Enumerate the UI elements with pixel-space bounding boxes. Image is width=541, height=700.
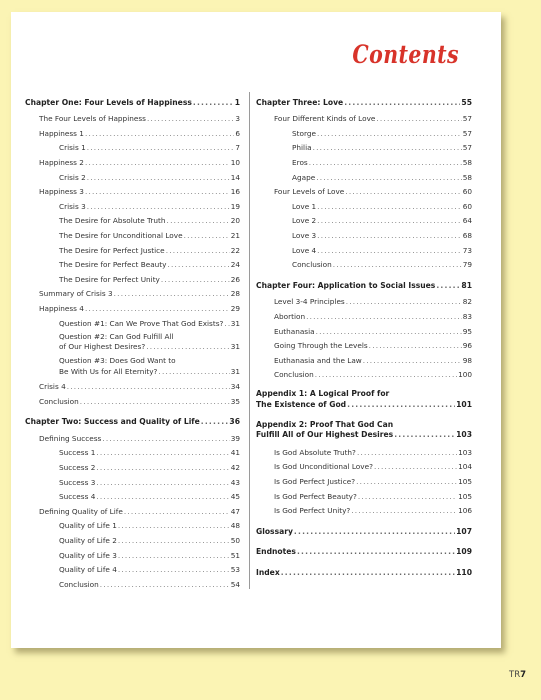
dot-leader	[102, 434, 229, 443]
toc-entry	[246, 306, 472, 321]
toc-entry-page: 48	[230, 521, 240, 531]
dot-leader	[306, 312, 462, 321]
toc-entry-label: Question #1: Can We Prove That God Exists?	[59, 318, 224, 328]
toc-entry	[246, 225, 472, 240]
toc-entry-label: Be With Us for All Eternity?	[59, 366, 158, 376]
toc-entry-label: Is God Perfect Beauty?	[274, 491, 357, 501]
toc-chapter-entry	[246, 562, 472, 577]
toc-entry-page: 1	[234, 97, 240, 107]
toc-entry	[246, 167, 472, 182]
toc-entry-page: 95	[462, 326, 472, 336]
toc-entry-label: Abortion	[274, 311, 306, 321]
toc-entry	[246, 350, 472, 365]
toc-entry-label: Endnotes	[256, 547, 296, 557]
toc-entry-label: Crisis 3	[59, 201, 86, 211]
toc-entry	[25, 152, 249, 167]
toc-entry-label: Quality of Life 2	[59, 536, 117, 546]
toc-entry-label: Chapter Four: Application to Social Issues	[256, 280, 436, 290]
toc-entry-page: 24	[230, 260, 240, 270]
dot-leader	[118, 536, 230, 545]
toc-entry-page: 60	[462, 201, 472, 211]
toc-entry-page: 20	[230, 216, 240, 226]
page-title: Contents	[352, 40, 459, 69]
toc-entry-page: 51	[230, 550, 240, 560]
toc-entry-label: Going Through the Levels	[274, 341, 368, 351]
toc-left-list	[25, 92, 250, 589]
toc-entry-page: 79	[462, 260, 472, 270]
toc-entry-page: 6	[235, 128, 240, 138]
toc-entry-page: 35	[230, 396, 240, 406]
toc-entry-page: 28	[230, 289, 240, 299]
toc-entry-page: 53	[230, 565, 240, 575]
toc-entry-label: Conclusion	[59, 579, 99, 589]
toc-entry-label: Euthanasia	[274, 326, 315, 336]
dot-leader	[96, 463, 229, 472]
toc-entry-line2	[59, 341, 240, 351]
toc-entry	[246, 416, 472, 441]
toc-entry	[25, 530, 249, 545]
dot-leader	[158, 367, 229, 376]
toc-entry-page: 3	[235, 114, 240, 124]
toc-entry-label: Happiness 2	[39, 157, 84, 167]
toc-entry-label: Is God Absolute Truth?	[274, 447, 356, 457]
toc-entry-page: 105	[458, 477, 472, 487]
dot-leader	[87, 173, 230, 182]
toc-entry	[246, 486, 472, 501]
toc-entry-label: The Four Levels of Happiness	[39, 114, 146, 124]
dot-leader	[147, 114, 234, 123]
toc-chapter-entry	[246, 521, 472, 536]
toc-entry-label: The Desire for Perfect Unity	[59, 274, 160, 284]
dot-leader	[346, 297, 462, 306]
toc-entry-label: Euthanasia and the Law	[274, 355, 362, 365]
toc-entry	[25, 328, 249, 353]
toc-entry-page: 21	[230, 230, 240, 240]
toc-entry-label: Glossary	[256, 526, 293, 536]
dot-leader	[118, 521, 230, 530]
toc-entry-page: 34	[230, 382, 240, 392]
toc-entry	[246, 292, 472, 307]
toc-entry-page: 73	[462, 245, 472, 255]
dot-leader	[351, 506, 457, 515]
toc-entry	[246, 365, 472, 380]
page-number	[509, 670, 526, 680]
toc-entry	[246, 152, 472, 167]
dot-leader	[100, 580, 230, 589]
dot-leader	[114, 289, 230, 298]
toc-entry-page: 98	[462, 355, 472, 365]
toc-entry-page: 82	[462, 297, 472, 307]
toc-entry-line2	[256, 429, 472, 439]
dot-leader	[316, 327, 462, 336]
toc-entry-label: Chapter Two: Success and Quality of Life	[25, 417, 200, 427]
toc-entry-page: 29	[230, 303, 240, 313]
toc-entry-label: Is God Perfect Unity?	[274, 506, 351, 516]
toc-entry-page: 57	[462, 128, 472, 138]
toc-entry-label: Four Levels of Love	[274, 187, 345, 197]
toc-entry	[25, 255, 249, 270]
toc-entry-page: 39	[230, 433, 240, 443]
dot-leader	[376, 114, 461, 123]
dot-leader	[347, 400, 455, 409]
dot-leader	[357, 448, 457, 457]
dot-leader	[374, 462, 457, 471]
dot-leader	[80, 397, 230, 406]
toc-entry	[246, 138, 472, 153]
toc-entry	[25, 167, 249, 182]
toc-entry-label: Conclusion	[274, 370, 314, 380]
toc-entry-label: Defining Quality of Life	[39, 506, 123, 516]
toc-chapter-entry	[246, 92, 472, 107]
toc-entry-label: The Desire for Perfect Justice	[59, 245, 165, 255]
dot-leader	[87, 143, 235, 152]
dot-leader	[394, 430, 455, 439]
toc-entry-page: 81	[461, 280, 472, 290]
toc-entry	[25, 313, 249, 328]
dot-leader	[224, 319, 229, 328]
toc-entry	[246, 211, 472, 226]
toc-entry-label: Eros	[292, 157, 308, 167]
toc-entry-label-line1: Question #3: Does God Want to	[59, 356, 176, 365]
toc-entry-page: 101	[456, 399, 472, 409]
toc-entry	[25, 352, 249, 377]
toc-entry-page: 105	[458, 491, 472, 501]
toc-entry	[246, 196, 472, 211]
dot-leader	[193, 98, 234, 107]
toc-entry-line2	[256, 399, 472, 409]
toc-entry	[25, 269, 249, 284]
toc-entry	[25, 123, 249, 138]
toc-entry-page: 16	[230, 187, 240, 197]
toc-entry-page: 100	[458, 370, 472, 380]
toc-entry	[25, 182, 249, 197]
dot-leader	[363, 356, 462, 365]
toc-entry-label: Conclusion	[292, 260, 332, 270]
toc-left-column	[25, 92, 250, 589]
dot-leader	[281, 568, 455, 577]
toc-entry-page: 31	[230, 342, 240, 351]
dot-leader	[369, 341, 462, 350]
toc-entry-page: 57	[462, 114, 472, 124]
toc-entry-label: The Existence of God	[256, 399, 347, 409]
dot-leader	[436, 281, 460, 290]
dot-leader	[316, 173, 461, 182]
toc-entry	[246, 457, 472, 472]
toc-entry-label: Storge	[292, 128, 316, 138]
toc-entry-label-line1: Appendix 1: A Logical Proof for	[256, 389, 390, 399]
toc-entry-label-line1: Question #2: Can God Fulfill All	[59, 331, 174, 341]
toc-entry-page: 110	[456, 568, 472, 578]
toc-entry-page: 41	[230, 448, 240, 458]
dot-leader	[167, 216, 230, 225]
toc-entry	[25, 109, 249, 124]
document-page	[11, 12, 501, 648]
toc-entry-label: of Our Highest Desires?	[59, 342, 146, 351]
dot-leader	[313, 143, 462, 152]
toc-entry-page: 31	[230, 366, 240, 376]
toc-entry-label: Level 3-4 Principles	[274, 297, 345, 307]
toc-entry-label: Success 1	[59, 448, 96, 458]
toc-chapter-entry	[25, 92, 249, 107]
toc-entry	[246, 471, 472, 486]
page-number-value: 7	[520, 670, 527, 680]
toc-entry-label: Quality of Life 1	[59, 521, 117, 531]
dot-leader	[317, 202, 462, 211]
toc-entry-label: Agape	[292, 172, 316, 182]
toc-entry-label: Success 2	[59, 463, 96, 473]
dot-leader	[184, 231, 230, 240]
toc-entry-page: 103	[458, 447, 472, 457]
dot-leader	[297, 547, 455, 556]
toc-entry	[246, 442, 472, 457]
toc-entry	[25, 391, 249, 406]
toc-entry-page: 36	[229, 417, 240, 427]
dot-leader	[333, 260, 462, 269]
toc-entry-label: Happiness 1	[39, 128, 84, 138]
toc-entry-page: 103	[456, 430, 472, 440]
dot-leader	[96, 478, 229, 487]
toc-entry-page: 83	[462, 311, 472, 321]
toc-entry-label: Crisis 1	[59, 143, 86, 153]
toc-entry-label: Fulfill All of Our Highest Desires	[256, 430, 394, 440]
toc-entry	[25, 487, 249, 502]
toc-entry-page: 14	[230, 172, 240, 182]
page-number-prefix: TR	[509, 670, 521, 680]
toc-entry-label: Conclusion	[39, 396, 79, 406]
toc-entry-page: 60	[462, 187, 472, 197]
toc-entry-page: 68	[462, 230, 472, 240]
toc-entry	[246, 182, 472, 197]
toc-right-list	[246, 92, 472, 577]
toc-entry	[25, 225, 249, 240]
toc-entry-label: Crisis 2	[59, 172, 86, 182]
toc-entry	[25, 428, 249, 443]
toc-entry-page: 54	[230, 579, 240, 589]
dot-leader	[85, 187, 230, 196]
toc-entry-page: 55	[461, 97, 472, 107]
dot-leader	[161, 275, 230, 284]
toc-entry-page: 43	[230, 477, 240, 487]
toc-entry-label: Success 3	[59, 477, 96, 487]
toc-entry-label: The Desire for Absolute Truth	[59, 216, 166, 226]
toc-entry-line2	[59, 366, 240, 376]
dot-leader	[96, 492, 229, 501]
dot-leader	[356, 477, 457, 486]
toc-chapter-entry	[246, 542, 472, 557]
toc-entry-label: The Desire for Perfect Beauty	[59, 260, 167, 270]
toc-entry	[25, 284, 249, 299]
dot-leader	[167, 260, 229, 269]
toc-entry	[25, 138, 249, 153]
toc-entry-page: 107	[456, 526, 472, 536]
toc-entry-label-line1: Appendix 2: Proof That God Can	[256, 419, 394, 429]
toc-chapter-entry	[246, 275, 472, 290]
dot-leader	[166, 246, 230, 255]
toc-right-column	[246, 92, 472, 579]
toc-entry-page: 104	[458, 462, 472, 472]
toc-entry-page: 22	[230, 245, 240, 255]
toc-entry-label: Index	[256, 568, 280, 578]
toc-entry-label: Summary of Crisis 3	[39, 289, 113, 299]
toc-entry-label: Four Different Kinds of Love	[274, 114, 376, 124]
toc-entry-label: Happiness 4	[39, 303, 84, 313]
toc-entry-page: 19	[230, 201, 240, 211]
toc-entry-label: Philia	[292, 143, 312, 153]
dot-leader	[294, 527, 455, 536]
toc-entry-page: 106	[458, 506, 472, 516]
toc-entry	[246, 501, 472, 516]
toc-entry-page: 109	[456, 547, 472, 557]
dot-leader	[118, 551, 230, 560]
dot-leader	[85, 158, 230, 167]
toc-entry	[246, 123, 472, 138]
dot-leader	[344, 98, 460, 107]
toc-entry	[246, 255, 472, 270]
dot-leader	[118, 565, 230, 574]
toc-entry-label: Crisis 4	[39, 382, 66, 392]
toc-entry-page: 58	[462, 172, 472, 182]
toc-entry-label: Love 2	[292, 216, 317, 226]
dot-leader	[317, 216, 462, 225]
toc-entry-page: 47	[230, 506, 240, 516]
dot-leader	[67, 382, 230, 391]
dot-leader	[87, 202, 230, 211]
dot-leader	[201, 417, 229, 426]
dot-leader	[85, 304, 230, 313]
dot-leader	[345, 187, 461, 196]
toc-entry-label: Quality of Life 4	[59, 565, 117, 575]
dot-leader	[146, 342, 229, 351]
toc-entry-label: Love 3	[292, 230, 317, 240]
dot-leader	[358, 492, 457, 501]
toc-entry-label: Defining Success	[39, 433, 102, 443]
toc-entry-label: Love 1	[292, 201, 317, 211]
toc-entry	[25, 377, 249, 392]
dot-leader	[309, 158, 462, 167]
toc-entry-page: 96	[462, 341, 472, 351]
toc-entry	[25, 545, 249, 560]
toc-entry	[25, 211, 249, 226]
toc-entry	[25, 574, 249, 589]
toc-entry-label: Is God Perfect Justice?	[274, 477, 356, 487]
dot-leader	[317, 129, 462, 138]
toc-entry-page: 42	[230, 463, 240, 473]
toc-entry	[25, 240, 249, 255]
toc-entry-label: The Desire for Unconditional Love	[59, 230, 183, 240]
toc-entry-label: Happiness 3	[39, 187, 84, 197]
toc-entry-page: 26	[230, 274, 240, 284]
toc-entry	[25, 457, 249, 472]
dot-leader	[317, 231, 462, 240]
toc-entry	[25, 443, 249, 458]
toc-entry-label: Is God Unconditional Love?	[274, 462, 373, 472]
toc-entry-label: Love 4	[292, 245, 317, 255]
toc-entry	[25, 501, 249, 516]
toc-entry-label: Success 4	[59, 492, 96, 502]
dot-leader	[315, 370, 457, 379]
toc-entry-page: 10	[230, 157, 240, 167]
dot-leader	[96, 448, 229, 457]
toc-entry-page: 50	[230, 536, 240, 546]
toc-entry-label: Quality of Life 3	[59, 550, 117, 560]
toc-entry	[246, 240, 472, 255]
toc-entry	[246, 109, 472, 124]
toc-entry	[246, 321, 472, 336]
toc-entry	[25, 516, 249, 531]
toc-entry	[25, 472, 249, 487]
toc-entry-page: 57	[462, 143, 472, 153]
toc-entry	[246, 385, 472, 410]
dot-leader	[124, 507, 230, 516]
toc-entry	[25, 298, 249, 313]
toc-chapter-entry	[25, 412, 249, 427]
dot-leader	[85, 129, 234, 138]
toc-entry	[25, 560, 249, 575]
toc-entry-page: 58	[462, 157, 472, 167]
toc-entry	[246, 336, 472, 351]
toc-entry-page: 45	[230, 492, 240, 502]
toc-entry-page: 31	[230, 318, 240, 328]
toc-entry-page: 64	[462, 216, 472, 226]
toc-entry-page: 7	[235, 143, 240, 153]
toc-entry	[25, 196, 249, 211]
toc-entry-label: Chapter One: Four Levels of Happiness	[25, 97, 192, 107]
toc-entry-label: Chapter Three: Love	[256, 97, 344, 107]
dot-leader	[317, 246, 462, 255]
